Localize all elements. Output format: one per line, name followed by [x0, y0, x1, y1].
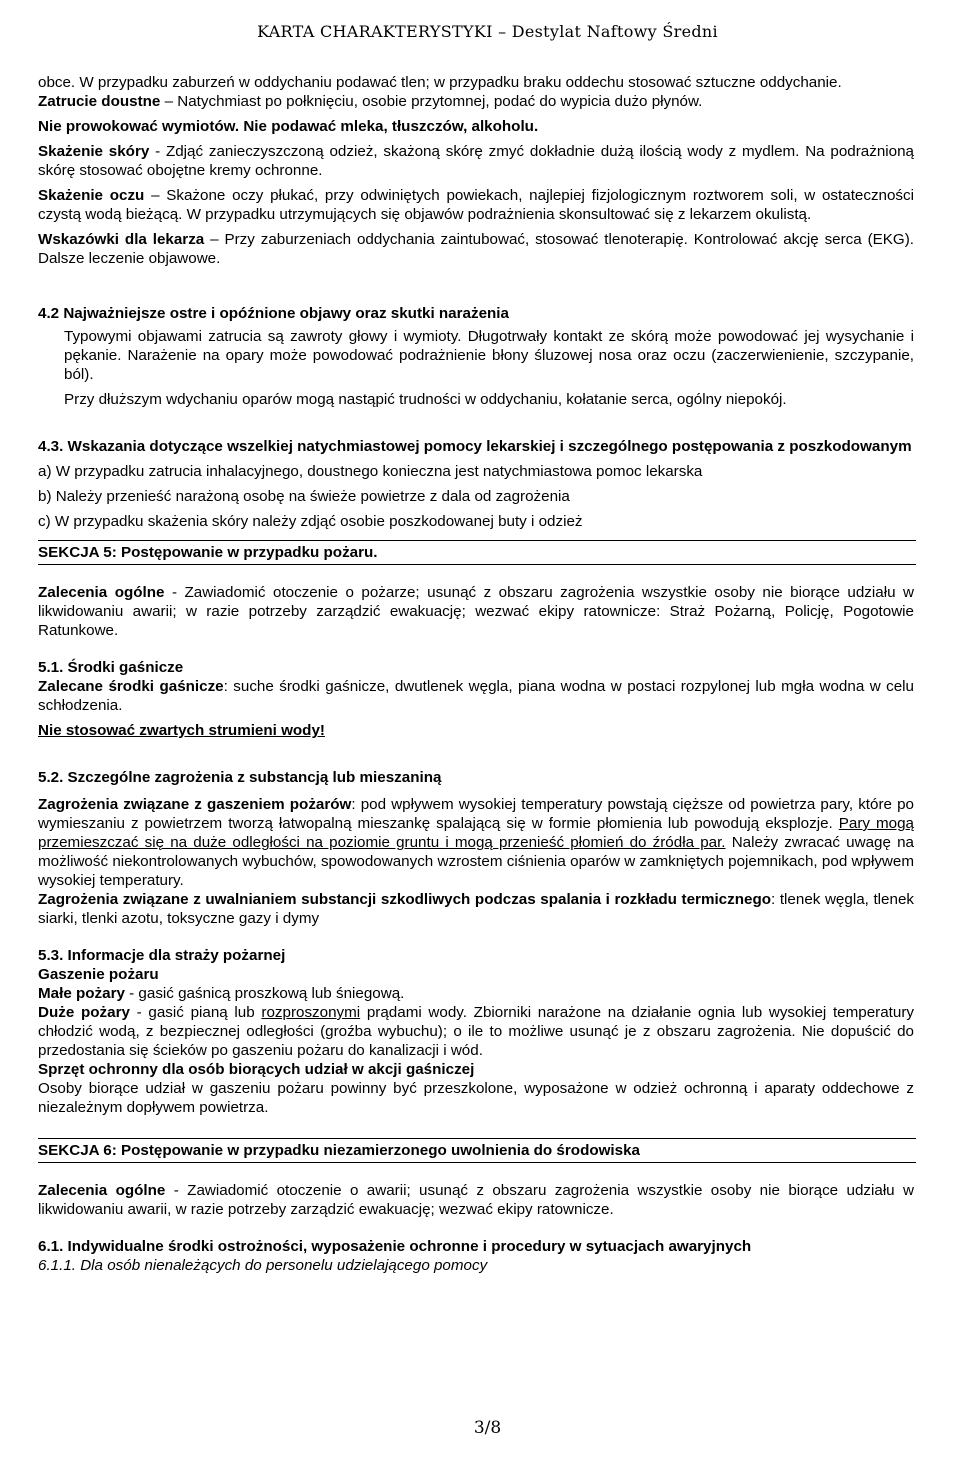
section-6-general-label: Zalecenia ogólne — [38, 1182, 166, 1199]
document-title: KARTA CHARAKTERYSTYKI – Destylat Naftowy Średni — [257, 22, 718, 41]
section-6-1-heading: 6.1. Indywidualne środki ostrożności, wyposażenie ochronne i procedury w sytuacjach awaryjnych — [38, 1238, 752, 1255]
doctor-label: Wskazówki dla lekarza — [38, 231, 205, 248]
section-5-1-heading: 5.1. Środki gaśnicze — [38, 659, 184, 676]
skin-label: Skażenie skóry — [38, 143, 150, 160]
large-fires-paragraph — [38, 1003, 914, 1060]
no-vomit-warning: Nie prowokować wymiotów. Nie podawać mleka, tłuszczów, alkoholu. — [38, 118, 539, 135]
section-4-3-item-c: c) W przypadku skażenia skóry należy zdjąć osobie poszkodowanej buty i odzież — [38, 513, 583, 530]
ingestion-label: Zatrucie doustne — [38, 93, 161, 110]
section-5-1-warning: Nie stosować zwartych strumieni wody! — [38, 722, 325, 739]
protective-equipment-heading: Sprzęt ochronny dla osób biorących udział w akcji gaśniczej — [38, 1061, 475, 1078]
section-5-general-label: Zalecenia ogólne — [38, 584, 165, 601]
large-fires-text-underlined: rozproszonymi — [261, 1004, 361, 1021]
section-5-2-release-hazards — [38, 890, 914, 928]
breathing-continuation: obce. W przypadku zaburzeń w oddychaniu podawać tlen; w przypadku braku oddechu stosować sztuczne oddychanie. — [38, 74, 842, 91]
section-5-2-text-1b: Należy zwracać uwagę na możliwość niekontrolowanych wybuchów, spowodowanych wzrostem ciśnienia oparów w zamkniętych pojemnikach, pod wpływem wysokiej temperatury. — [38, 834, 914, 889]
section-5-2-label-1: Zagrożenia związane z gaszeniem pożarów — [38, 796, 352, 813]
section-6-1-1-subheading: 6.1.1. Dla osób nienależących do personelu udzielającego pomocy — [38, 1257, 488, 1274]
section-6-general-paragraph — [38, 1181, 914, 1219]
section-6-general-text: - Zawiadomić otoczenie o awarii; usunąć z obszaru zagrożenia wszystkie osoby nie biorące udziału w likwidowaniu awarii, w razie potrzeby zarządzić ewakuację; wezwać ekipy ratownicze. — [38, 1182, 914, 1218]
small-fires-paragraph — [38, 984, 914, 1003]
section-4-3-item-b: b) Należy przenieść narażoną osobę na świeże powietrze z dala od zagrożenia — [38, 488, 570, 505]
section-4-2-paragraph-1: Typowymi objawami zatrucia są zawroty głowy i wymioty. Długotrwały kontakt ze skórą może powodować jej wysychanie i pękanie. Narażenie na opary może powodować podrażnienie błony śluzowej nosa oraz oczu (zaczerwienienie, szczypanie, ból). — [64, 328, 914, 383]
eyes-text: – Skażone oczy płukać, przy odwiniętych powiekach, najlepiej fizjologicznym roztworem soli, w ostateczności czystą wodą bieżącą. W przypadku utrzymujących się objawów podrażnienia skonsultować się z lekarzem okulistą. — [38, 187, 914, 223]
section-5-2-text-1-underlined: Pary mogą przemieszczać się na duże odległości na poziomie gruntu i mogą przenieść płomień do źródła par. — [38, 815, 914, 851]
protective-equipment-text: Osoby biorące udział w gaszeniu pożaru powinny być przeszkolone, wyposażone w odzież ochronną i aparaty oddechowe z niezależnym dopływem powietrza. — [38, 1080, 914, 1116]
section-5-1-label: Zalecane środki gaśnicze — [38, 678, 224, 695]
section-5-2-label-2: Zagrożenia związane z uwalnianiem substancji szkodliwych podczas spalania i rozkładu termicznego — [38, 891, 772, 908]
section-5-2-heading: 5.2. Szczególne zagrożenia z substancją lub mieszaniną — [38, 769, 442, 786]
section-4-3-heading: 4.3. Wskazania dotyczące wszelkiej natychmiastowej pomocy lekarskiej i szczególnego postępowania z poszkodowanym — [38, 438, 912, 455]
small-fires-label: Małe pożary — [38, 985, 125, 1002]
small-fires-text: - gasić gaśnicą proszkową lub śniegową. — [124, 985, 405, 1002]
section-5-1-paragraph — [38, 677, 914, 715]
section-6-title: SEKCJA 6: Postępowanie w przypadku niezamierzonego uwolnienia do środowiska — [38, 1138, 916, 1163]
document-body — [38, 73, 914, 1275]
section-5-2-text-2: : tlenek węgla, tlenek siarki, tlenki azotu, toksyczne gazy i dymy — [38, 891, 914, 927]
section-5-title: SEKCJA 5: Postępowanie w przypadku pożaru. — [38, 540, 916, 565]
section-4-2-heading: 4.2 Najważniejsze ostre i opóźnione objawy oraz skutki narażenia — [38, 305, 509, 322]
section-5-1-text: : suche środki gaśnicze, dwutlenek węgla, piana wodna w postaci rozpylonej lub mgła wodna w celu schłodzenia. — [38, 678, 914, 714]
section-5-general-paragraph — [38, 583, 914, 640]
page-number: 3/8 — [473, 1418, 502, 1438]
eyes-paragraph — [38, 186, 914, 224]
section-5-3-heading: 5.3. Informacje dla straży pożarnej — [38, 947, 286, 964]
large-fires-label: Duże pożary — [38, 1004, 130, 1021]
ingestion-paragraph — [38, 92, 914, 111]
doctor-text: – Przy zaburzeniach oddychania zaintubować, stosować tlenoterapię. Kontrolować akcję serca (EKG). Dalsze leczenie objawowe. — [38, 231, 915, 267]
ingestion-text: – Natychmiast po połknięciu, osobie przytomnej, podać do wypicia dużo płynów. — [160, 93, 703, 110]
section-5-2-text-1a: : pod wpływem wysokiej temperatury powstają cięższe od powietrza pary, które po wymieszaniu z powietrzem tworzą łatwopalną mieszankę spalającą się w formie płomienia lub powodują eksplozje. — [38, 796, 914, 832]
section-5-2-fire-hazards — [38, 795, 914, 890]
skin-text: - Zdjąć zanieczyszczoną odzież, skażoną skórę zmyć dokładnie dużą ilością wody z mydlem. Na podrażnioną skórę stosować obojętne kremy ochronne. — [38, 143, 914, 179]
section-5-3-subheading: Gaszenie pożaru — [38, 966, 159, 983]
eyes-label: Skażenie oczu — [38, 187, 145, 204]
doctor-paragraph — [38, 230, 914, 268]
section-4-3-item-a: a) W przypadku zatrucia inhalacyjnego, doustnego konieczna jest natychmiastowa pomoc lekarska — [38, 463, 703, 480]
section-5-general-text: - Zawiadomić otoczenie o pożarze; usunąć z obszaru zagrożenia wszystkie osoby nie biorące udziału w likwidowaniu awarii; w razie potrzeby zarządzić ewakuację; wezwać ekipy ratownicze: Straż Pożarną, Policję, Pogotowie Ratunkowe. — [38, 584, 914, 639]
large-fires-text-a: - gasić pianą lub — [129, 1004, 262, 1021]
large-fires-text-b: prądami wody. Zbiorniki narażone na działanie ognia lub wysokiej temperatury chłodzić wodą, z bezpiecznej odległości (groźba wybuchu); o ile to możliwe usunąć je z obszaru zagrożenia. Nie dopuścić do przedostania się ścieków po gaszeniu pożaru do kanalizacji i wód. — [38, 1004, 914, 1059]
skin-paragraph — [38, 142, 914, 180]
section-4-2-paragraph-2: Przy dłuższym wdychaniu oparów mogą nastąpić trudności w oddychaniu, kołatanie serca, ogólny niepokój. — [64, 391, 787, 408]
